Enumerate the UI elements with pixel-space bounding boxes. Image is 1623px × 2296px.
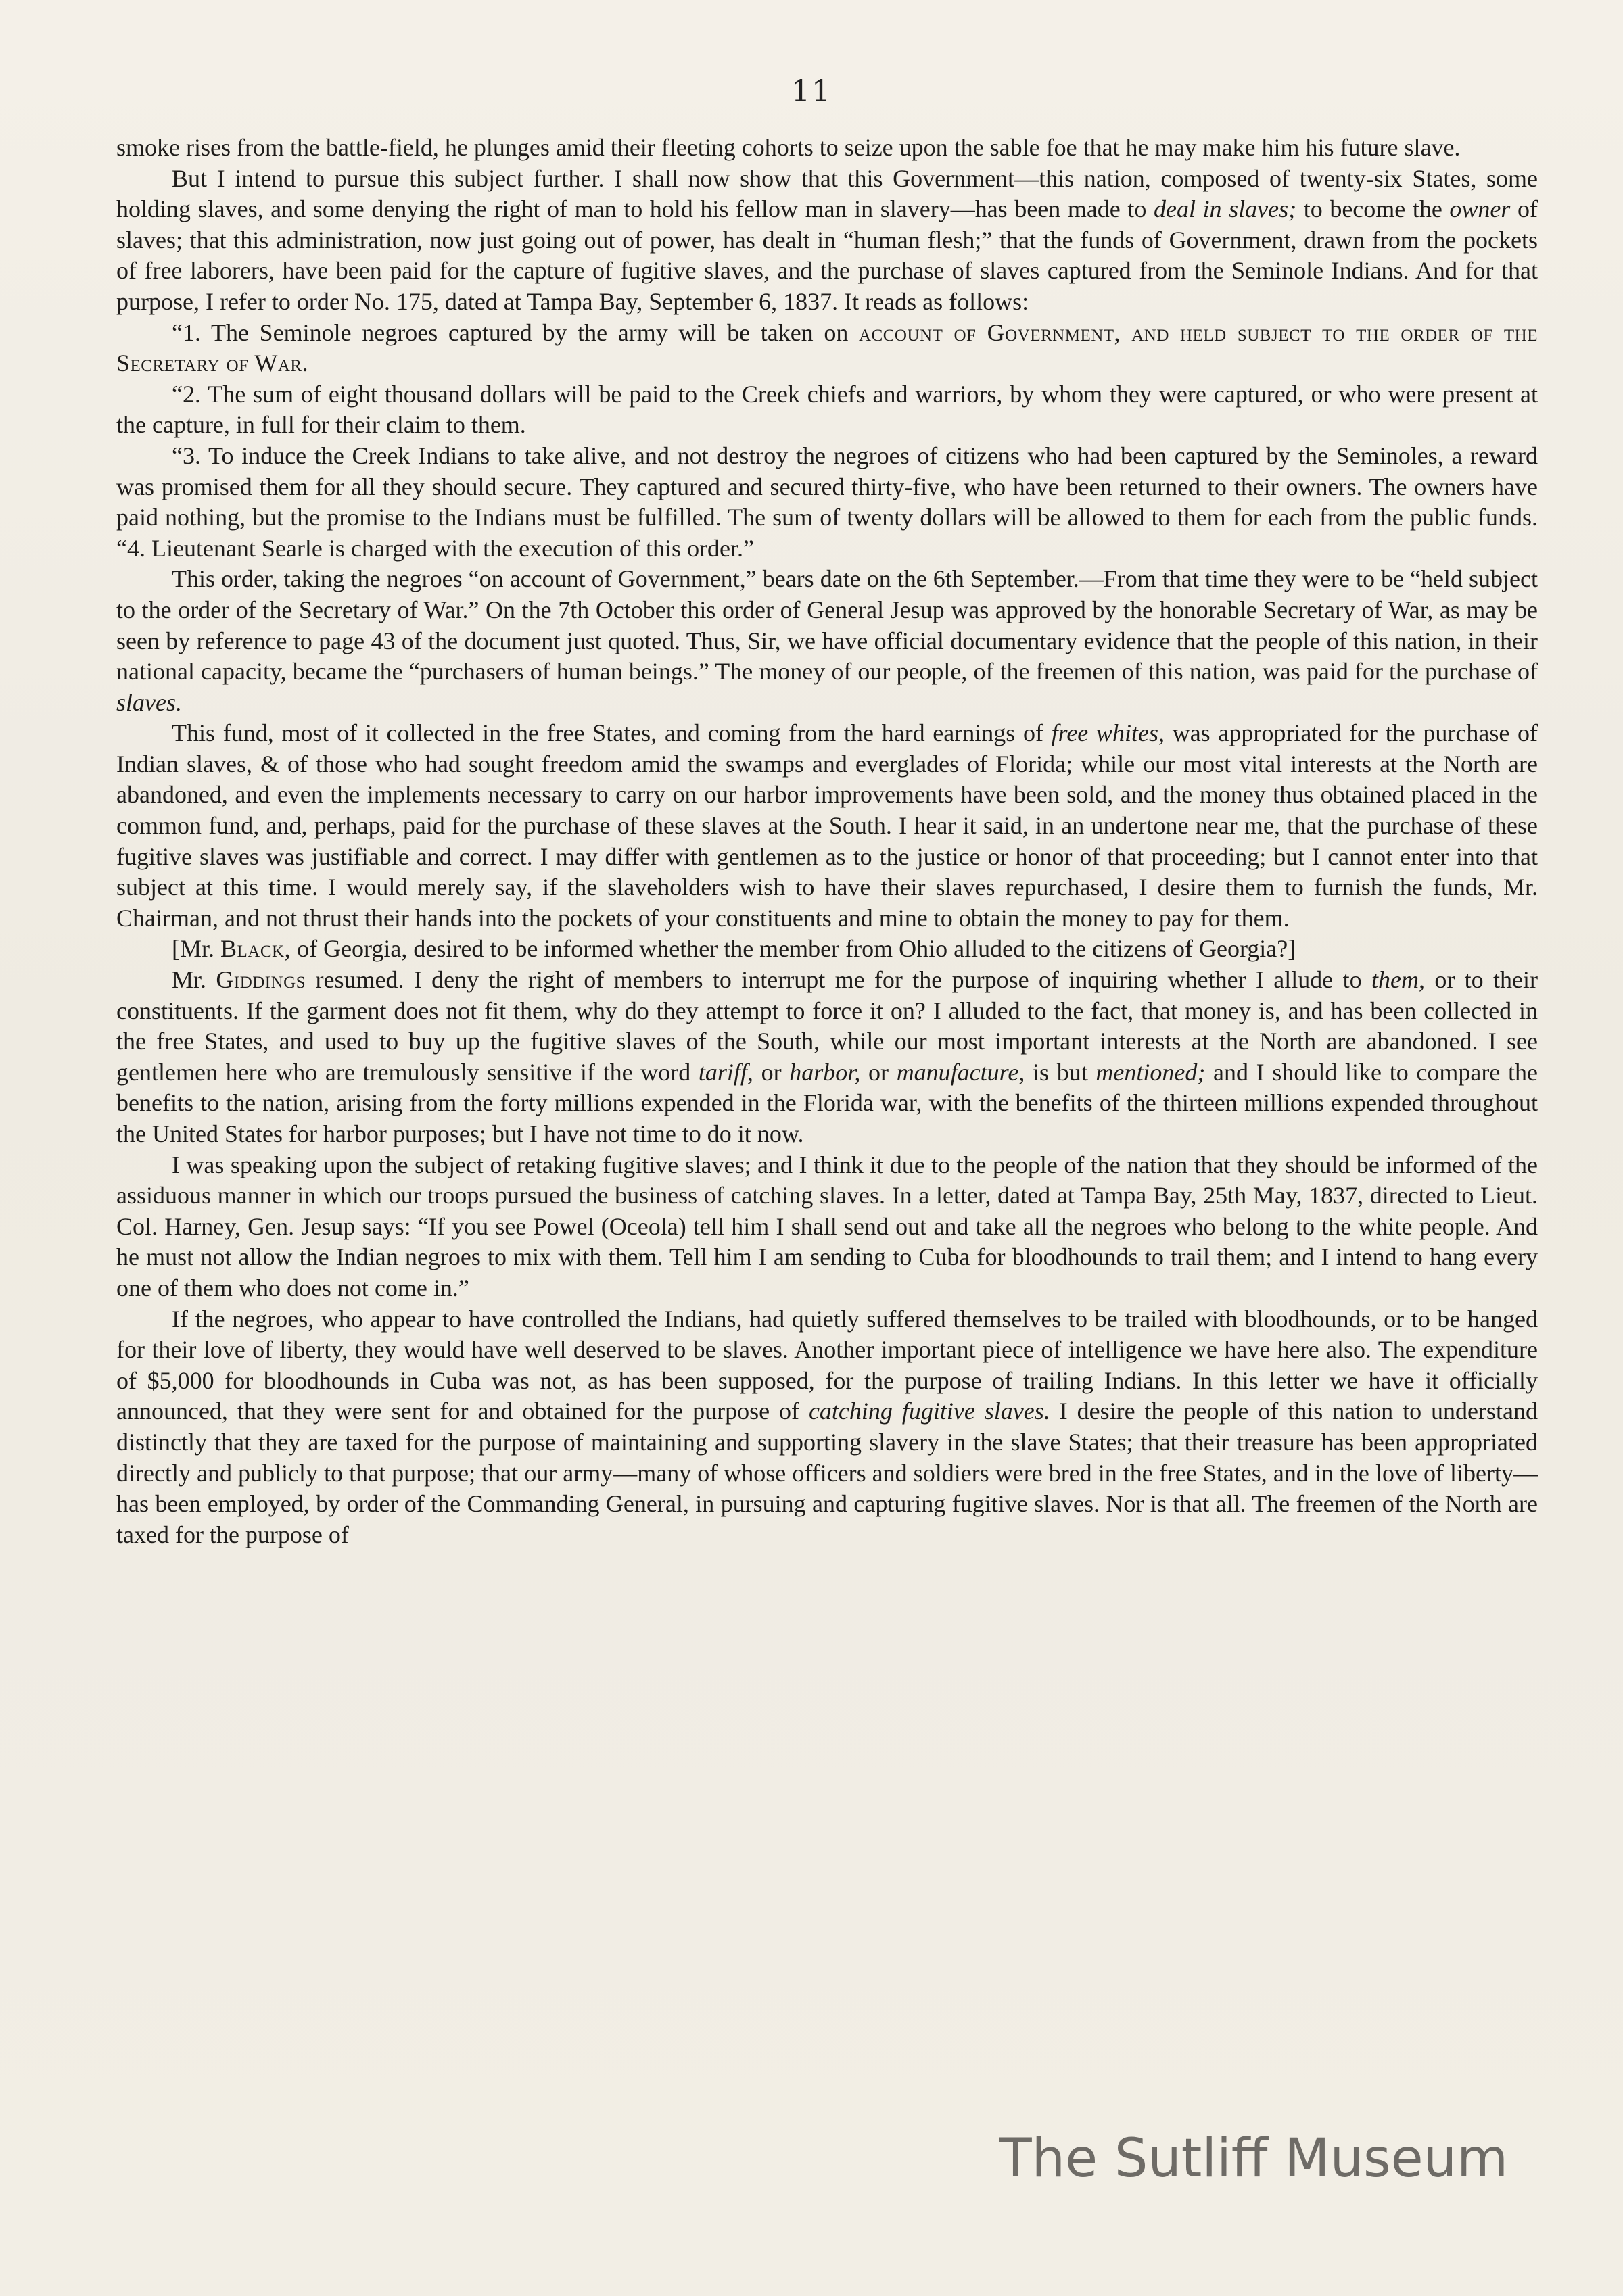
body-text [116, 133, 1538, 1550]
paragraph [116, 1304, 1538, 1551]
text-run: Mr. [172, 966, 216, 994]
text-run: “1. The Seminole negroes captured by the army will be taken on [172, 318, 859, 346]
small-caps-text: account of Government, and held subject to the order of the Secretary of War. [116, 318, 1538, 377]
text-run: “2. The sum of eight thousand dollars will be paid to the Creek chiefs and warriors, by whom they were captured, or who were present at the capture, in full for their claim to them. [116, 380, 1538, 439]
paragraph [116, 934, 1538, 965]
text-run: resumed. I deny the right of members to interrupt me for the purpose of inquiring whether I allude to [306, 966, 1371, 994]
italic-text: catching fugitive slaves. [808, 1397, 1050, 1425]
italic-text: slaves. [116, 688, 182, 716]
page-number: 11 [791, 74, 832, 109]
text-run: is but [1025, 1058, 1096, 1086]
italic-text: them, [1371, 966, 1425, 994]
italic-text: free whites, [1051, 719, 1165, 747]
text-run: was appropriated for the purchase of Indian slaves, & of those who had sought freedom amid the swamps and everglades of Florida; while our most vital interests at the North are abandoned, and even the implements necessary to carry on our harbor improvements have been sold, and the money thus obtained placed in the common fund, and, perhaps, paid for the purchase of these slaves at the South. I hear it said, in an undertone near me, that the purchase of these fugitive slaves was justifiable and correct. I may differ with gentlemen as to the justice or honor of that proceeding; but I cannot enter into that subject at this time. I would merely say, if the slaveholders wish to have their slaves repurchased, I desire them to furnish the funds, Mr. Chairman, and not thrust their hands into the pockets of your constituents and mine to obtain the money to pay for them. [116, 719, 1538, 932]
italic-text: owner [1449, 195, 1511, 223]
paragraph [116, 164, 1538, 318]
text-run: But I intend to pursue this subject further. I shall now show that this Government—this nation, composed of twenty-six States, some holding slaves, and some denying the right of man to hold his fellow man in slavery—has been made to [116, 164, 1538, 223]
text-run: This fund, most of it collected in the free States, and coming from the hard earnings of [172, 719, 1052, 747]
text-run: of slaves; that this administration, now just going out of power, has dealt in “human flesh;” that the funds of Government, drawn from the pockets of free laborers, have been paid for the capture of fugitive slaves, and the purchase of slaves captured from the Seminole Indians. And for that purpose, I refer to order No. 175, dated at Tampa Bay, September 6, 1837. It reads as follows: [116, 195, 1538, 315]
museum-watermark: The Sutliff Museum [999, 2128, 1509, 2189]
paragraph [116, 133, 1538, 164]
paragraph [116, 1150, 1538, 1304]
italic-text: manufacture, [896, 1058, 1025, 1086]
italic-text: mentioned; [1096, 1058, 1206, 1086]
small-caps-text: Giddings [216, 966, 306, 994]
italic-text: harbor, [789, 1058, 861, 1086]
text-run: and I should like to compare the benefits to the nation, arising from the forty millions expended in the Florida war, with the benefits of the thirteen millions expended throughout the United States for harbor purposes; but I have not time to do it now. [116, 1058, 1538, 1147]
text-run: of Georgia, desired to be informed whether the member from Ohio alluded to the citizens of Georgia?] [291, 935, 1296, 963]
text-run: I was speaking upon the subject of retaking fugitive slaves; and I think it due to the people of the nation that they should be informed of the assiduous manner in which our troops pursued the business of catching slaves. In a letter, dated at Tampa Bay, 25th May, 1837, directed to Lieut. Col. Harney, Gen. Jesup says: “If you see Powel (Oceola) tell him I shall send out and take all the negroes who belong to the white people. And he must not allow the Indian negroes to mix with them. Tell him I am sending to Cuba for bloodhounds to trail them; and I intend to hang every one of them who does not come in.” [116, 1151, 1538, 1301]
text-run: or [860, 1058, 897, 1086]
italic-text: deal in slaves; [1153, 195, 1297, 223]
text-run: smoke rises from the battle-field, he plunges amid their fleeting cohorts to seize upon the sable foe that he may make him his future slave. [116, 134, 1461, 161]
paragraph [116, 379, 1538, 441]
text-run: I desire the people of this nation to understand distinctly that they are taxed for the purpose of maintaining and supporting slavery in the slave States; that their treasure has been appropriated directly and publicly to that purpose; that our army—many of whose officers and soldiers were bred in the free States, and in the love of liberty—has been employed, by order of the Commanding General, in pursuing and capturing fugitive slaves. Nor is that all. The freemen of the North are taxed for the purpose of [116, 1397, 1538, 1548]
text-run: or to their constituents. If the garment does not fit them, why do they attempt to force it on? I alluded to the fact, that money is, and has been collected in the free States, and used to buy up the fugitive slaves of the South, while our most important interests at the North are abandoned. I see gentlemen here who are tremulously sensitive if the word [116, 966, 1538, 1086]
paragraph [116, 718, 1538, 934]
text-run: to become the [1296, 195, 1450, 223]
italic-text: tariff, [698, 1058, 753, 1086]
text-run: [Mr. [172, 935, 220, 963]
text-run: If the negroes, who appear to have controlled the Indians, had quietly suffered themselves to be trailed with bloodhounds, or to be hanged for their love of liberty, they would have well deserved to be slaves. Another important piece of intelligence we have here also. The expenditure of $5,000 for bloodhounds in Cuba was not, as has been supposed, for the purpose of trailing Indians. In this letter we have it officially announced, that they were sent for and obtained for the purpose of [116, 1305, 1538, 1425]
text-run: “3. To induce the Creek Indians to take alive, and not destroy the negroes of citizens who had been captured by the Seminoles, a reward was promised them for all they should secure. They captured and secured thirty-five, who have been returned to their owners. The owners have paid nothing, but the promise to the Indians must be fulfilled. The sum of twenty dollars will be allowed to them for each from the public funds. “4. Lieutenant Searle is charged with the execution of this order.” [116, 441, 1538, 562]
paragraph [116, 965, 1538, 1150]
paragraph [116, 441, 1538, 564]
text-run: This order, taking the negroes “on account of Government,” bears date on the 6th September.—From that time they were to be “held subject to the order of the Secretary of War.” On the 7th October this order of General Jesup was approved by the honorable Secretary of War, as may be seen by reference to page 43 of the document just quoted. Thus, Sir, we have official documentary evidence that the people of this nation, in their national capacity, became the “purchasers of human beings.” The money of our people, of the freemen of this nation, was paid for the purchase of [116, 565, 1538, 686]
small-caps-text: Black, [220, 935, 291, 963]
paragraph [116, 318, 1538, 379]
paragraph [116, 564, 1538, 718]
text-run: or [753, 1058, 790, 1086]
